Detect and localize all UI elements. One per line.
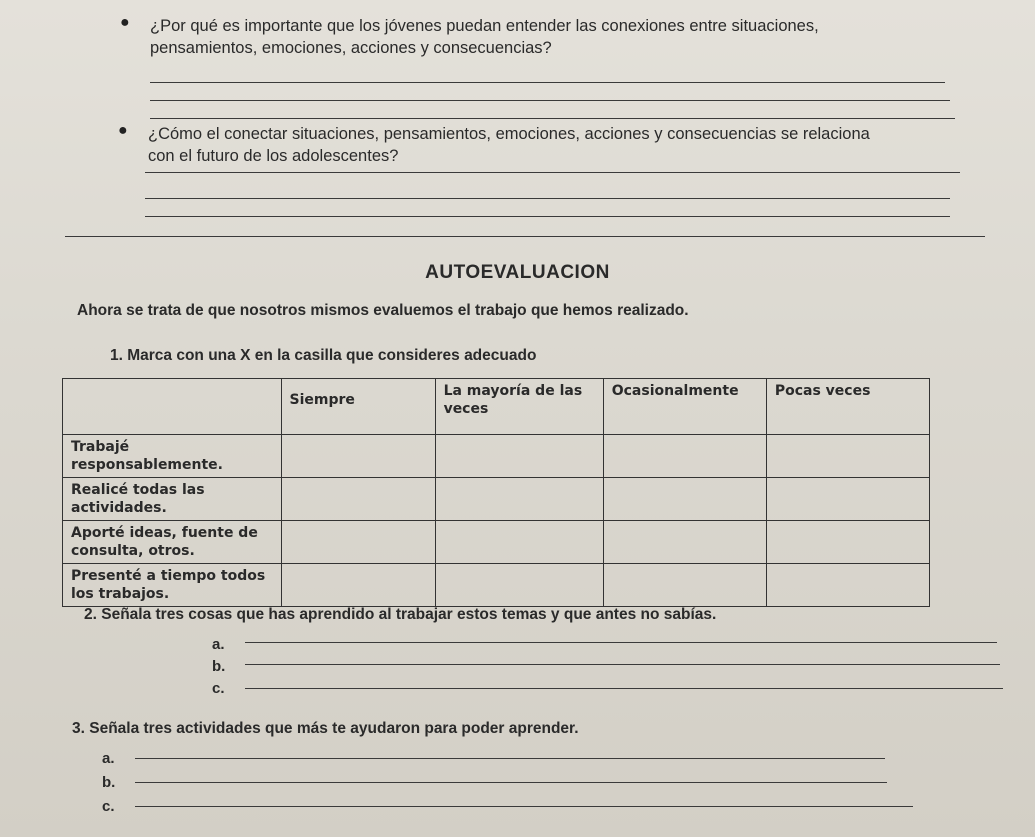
item-3-label-c: c.	[102, 798, 115, 815]
row-label: Aporté ideas, fuente de consulta, otros.	[63, 521, 282, 564]
bullet-2: ●	[118, 122, 128, 139]
question-2-line-1: ¿Cómo el conectar situaciones, pensamientos, emociones, acciones y consecuencias se relaciona	[148, 125, 870, 143]
row-label: Trabajé responsablemente.	[63, 435, 282, 478]
checkbox-cell[interactable]	[281, 435, 435, 478]
self-evaluation-table	[62, 378, 930, 607]
answer-line[interactable]	[135, 782, 887, 783]
answer-line[interactable]	[245, 664, 1000, 665]
item-2-instruction: 2. Señala tres cosas que has aprendido al trabajar estos temas y que antes no sabías.	[84, 606, 717, 623]
header-pocas-veces: Pocas veces	[766, 379, 929, 435]
item-3-instruction: 3. Señala tres actividades que más te ayudaron para poder aprender.	[72, 720, 579, 737]
checkbox-cell[interactable]	[435, 435, 603, 478]
checkbox-cell[interactable]	[766, 521, 929, 564]
item-1-instruction: 1. Marca con una X en la casilla que consideres adecuado	[110, 347, 537, 364]
question-2-line-2: con el futuro de los adolescentes?	[148, 147, 399, 165]
section-divider	[65, 236, 985, 237]
checkbox-cell[interactable]	[603, 521, 766, 564]
header-mayoria: La mayoría de las veces	[435, 379, 603, 435]
answer-line[interactable]	[145, 172, 960, 173]
bullet-1: ●	[120, 14, 130, 31]
row-label: Realicé todas las actividades.	[63, 478, 282, 521]
table-row	[63, 478, 930, 521]
answer-line[interactable]	[150, 82, 945, 83]
checkbox-cell[interactable]	[603, 564, 766, 607]
question-1-line-1: ¿Por qué es importante que los jóvenes puedan entender las conexiones entre situaciones,	[150, 17, 819, 35]
checkbox-cell[interactable]	[603, 435, 766, 478]
answer-line[interactable]	[145, 198, 950, 199]
answer-line[interactable]	[145, 216, 950, 217]
checkbox-cell[interactable]	[766, 435, 929, 478]
checkbox-cell[interactable]	[766, 478, 929, 521]
item-2-label-c: c.	[212, 680, 225, 697]
item-2-label-a: a.	[212, 636, 225, 653]
answer-line[interactable]	[150, 118, 955, 119]
row-label: Presenté a tiempo todos los trabajos.	[63, 564, 282, 607]
checkbox-cell[interactable]	[435, 478, 603, 521]
table-row	[63, 521, 930, 564]
answer-line[interactable]	[245, 688, 1003, 689]
intro-text: Ahora se trata de que nosotros mismos evaluemos el trabajo que hemos realizado.	[77, 302, 689, 319]
item-2-label-b: b.	[212, 658, 226, 675]
table-row	[63, 435, 930, 478]
header-siempre: Siempre	[281, 379, 435, 435]
section-title: AUTOEVALUACION	[425, 262, 610, 283]
checkbox-cell[interactable]	[766, 564, 929, 607]
checkbox-cell[interactable]	[435, 521, 603, 564]
table-header-row	[63, 379, 930, 435]
answer-line[interactable]	[245, 642, 997, 643]
answer-line[interactable]	[135, 758, 885, 759]
question-1-line-2: pensamientos, emociones, acciones y consecuencias?	[150, 39, 552, 57]
item-3-label-a: a.	[102, 750, 115, 767]
answer-line[interactable]	[135, 806, 913, 807]
header-empty	[63, 379, 282, 435]
checkbox-cell[interactable]	[603, 478, 766, 521]
checkbox-cell[interactable]	[281, 521, 435, 564]
item-3-label-b: b.	[102, 774, 116, 791]
checkbox-cell[interactable]	[281, 564, 435, 607]
header-ocasionalmente: Ocasionalmente	[603, 379, 766, 435]
checkbox-cell[interactable]	[435, 564, 603, 607]
checkbox-cell[interactable]	[281, 478, 435, 521]
answer-line[interactable]	[150, 100, 950, 101]
table-row	[63, 564, 930, 607]
